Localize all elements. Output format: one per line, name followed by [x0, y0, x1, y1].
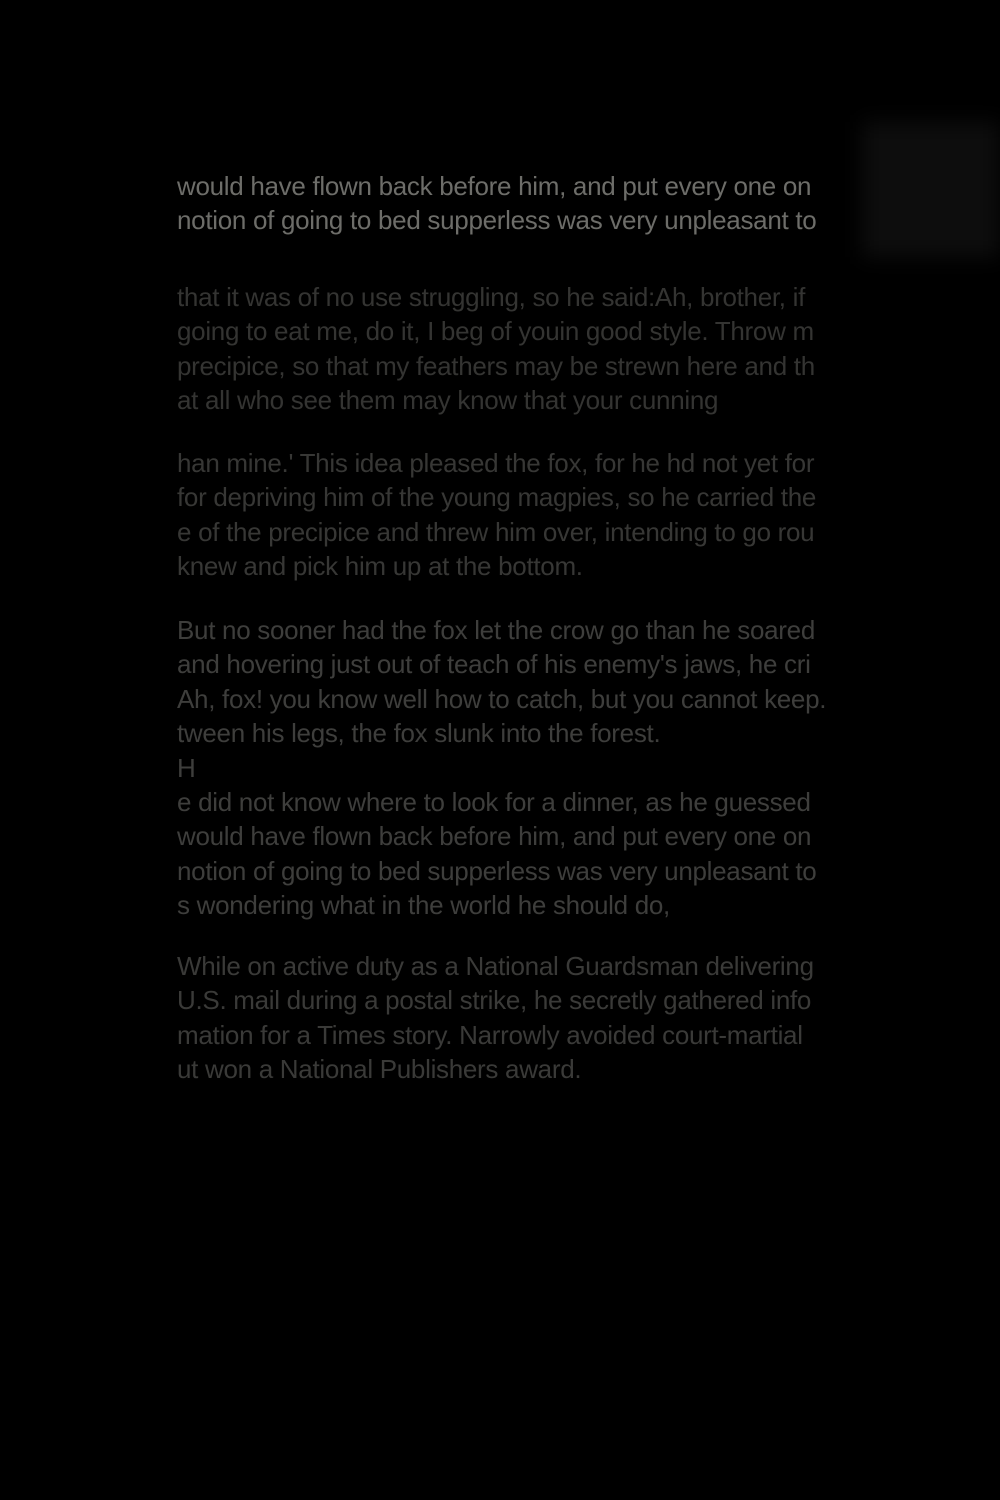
text-line: H	[177, 752, 196, 783]
paragraph-2	[177, 280, 815, 418]
text-line: While on active duty as a National Guardsman delivering	[177, 951, 814, 981]
paragraph-3	[177, 446, 816, 584]
paragraph-4	[177, 613, 826, 923]
text-line: mation for a Times story. Narrowly avoided court-martial	[177, 1019, 803, 1050]
text-line: notion of going to bed supperless was very unpleasant to	[177, 855, 817, 886]
text-line: for depriving him of the young magpies, so he carried the	[177, 482, 817, 513]
text-line: han mine.' This idea pleased the fox, for he hd not yet for	[177, 448, 815, 478]
text-line: Ah, fox! you know well how to catch, but you cannot keep.	[177, 683, 827, 714]
text-line: U.S. mail during a postal strike, he secretly gathered info	[177, 985, 812, 1016]
paragraph-5	[177, 949, 814, 1087]
text-line: at all who see them may know that your cunning	[177, 385, 719, 416]
text-line: e did not know where to look for a dinner, as he guessed	[177, 787, 811, 818]
text-line: and hovering just out of teach of his enemy's jaws, he cri	[177, 649, 811, 680]
paragraph-1	[177, 169, 816, 238]
text-line: e of the precipice and threw him over, intending to go rou	[177, 516, 815, 547]
text-line: going to eat me, do it, I beg of youin good style. Throw m	[177, 316, 814, 347]
text-line: notion of going to bed supperless was very unpleasant to	[177, 205, 817, 236]
text-line: knew and pick him up at the bottom.	[177, 551, 583, 582]
text-line: that it was of no use struggling, so he said:Ah, brother, if	[177, 282, 806, 312]
text-line: precipice, so that my feathers may be strewn here and th	[177, 350, 815, 381]
faint-artifact-patch	[862, 122, 1000, 257]
text-line: would have flown back before him, and put every one on	[177, 171, 812, 201]
text-line: would have flown back before him, and put every one on	[177, 821, 812, 852]
text-line: tween his legs, the fox slunk into the forest.	[177, 718, 661, 749]
text-line: s wondering what in the world he should do,	[177, 890, 670, 921]
text-line: ut won a National Publishers award.	[177, 1054, 582, 1085]
text-line: But no sooner had the fox let the crow go than he soared	[177, 615, 815, 645]
